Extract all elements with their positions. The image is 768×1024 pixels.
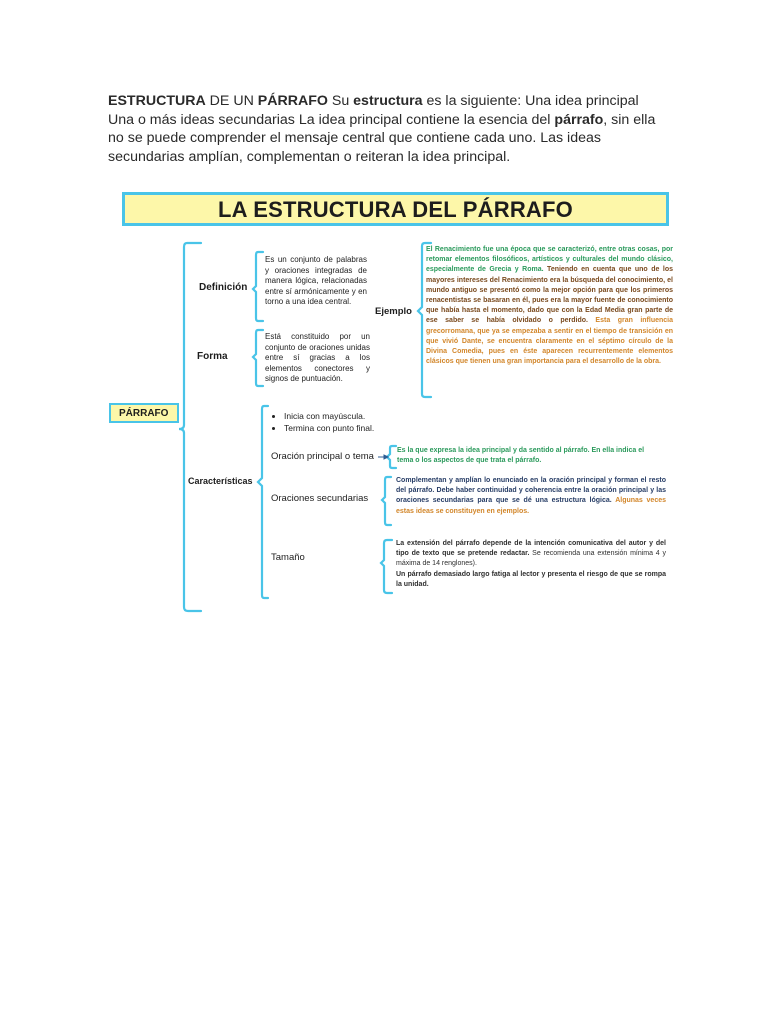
feature-item: • Termina con punto final.: [284, 422, 374, 434]
os-part-b: Algunas veces estas ideas se constituyen en ejemplos.: [396, 497, 666, 515]
forma-label: Forma: [197, 351, 228, 362]
forma-text: Está constituido por un conjunto de oraciones unidas entre sí gracias a los elementos conectores y signos de puntuación.: [265, 332, 370, 383]
tamano-text: [396, 539, 666, 590]
os-label: Oraciones secundarias: [271, 493, 369, 504]
os-part-a: Complementan y amplían lo enunciado en la oración principal y forman el resto del párrafo. Debe haber continuidad y coherencia entre la oración principal y las oraciones secundarias para que se dé una estructura lógica.: [396, 477, 666, 505]
ejemplo-part-2: Teniendo en cuenta que uno de los mayores intereses del Renacimiento era la búsqueda del conocimiento, el mundo antiguo se presentó como la mejor opción para que los primeros renacentistas se basaran en él, pues era la mayor fuente de conocimiento que había hasta el momento, dado que con la Edad Media gran parte de ese saber se había olvidado o perdido.: [426, 266, 673, 325]
definicion-text: Es un conjunto de palabras y oraciones integradas de manera lógica, relacionadas entre sí armónicamente y en torno a una idea central.: [265, 255, 367, 306]
root-brace: [179, 243, 201, 611]
feature-item: • Inicia con mayúscula.: [284, 410, 374, 422]
tamano-brace: [381, 540, 392, 593]
tamano-part-c: Un párrafo demasiado largo fatiga al lector y presenta el riesgo de que se rompa la unidad.: [396, 570, 666, 588]
intro-bold-parrafo-2: párrafo: [554, 111, 604, 128]
ejemplo-label: Ejemplo: [375, 306, 412, 317]
tamano-label: Tamaño: [271, 552, 305, 563]
intro-text-2: Su: [327, 93, 354, 109]
root-parrafo-box: [109, 403, 179, 423]
os-brace: [382, 477, 391, 525]
root-label: PÁRRAFO: [119, 408, 169, 419]
forma-brace: [253, 330, 263, 386]
intro-bold-estructura: ESTRUCTURA: [108, 93, 206, 109]
diagram-title: LA ESTRUCTURA DEL PÁRRAFO: [218, 197, 573, 222]
tamano-part-a: La extensión del párrafo depende de la intención comunicativa del autor y del tipo de texto que se pretende redactar.: [396, 540, 666, 558]
intro-bold-parrafo: PÁRRAFO: [257, 93, 328, 109]
intro-text-1: DE UN: [205, 93, 258, 109]
definicion-label: Definición: [199, 282, 248, 293]
features-list: [270, 410, 374, 434]
tamano-part-b: Se recomienda una extensión mínima 4 y máxima de 14 renglones).: [396, 550, 666, 568]
ejemplo-part-1: El Renacimiento fue una época que se caracterizó, entre otras cosas, por retomar elementos filosóficos, artísticos y culturales del mundo clásico, especialmente de Grecia y Roma.: [426, 246, 673, 274]
ejemplo-part-3: Esta gran influencia grecorromana, que ya se empezaba a sentir en el tiempo de transición en que vivió Dante, se encuentra claramente en el séptimo círculo de la Divina Comedia, pues en éste aparecen recurrentemente elementos clásicos que tienen una gran importancia para el desarrollo de la obra.: [426, 317, 674, 366]
os-text: [396, 476, 666, 517]
op-label: Oración principal o tema: [271, 451, 374, 462]
op-text: Es la que expresa la idea principal y da sentido al párrafo. En ella indica el tema o los aspectos de que trata el párrafo.: [397, 447, 645, 465]
caracteristicas-label: Características: [188, 476, 253, 486]
definicion-brace: [253, 252, 263, 321]
intro-bold-estructura-2: estructura: [353, 93, 423, 109]
intro-text-4: , sin ella no se puede comprender el mensaje central que contiene cada uno. Las ideas secundarias amplían, complementan o reiteran la idea principal.: [108, 111, 656, 165]
ejemplo-text: [426, 245, 673, 367]
intro-text-3: es la siguiente: Una idea principal Una o más ideas secundarias La idea principal contiene la esencia del: [108, 93, 639, 128]
caracteristicas-brace: [258, 406, 268, 598]
